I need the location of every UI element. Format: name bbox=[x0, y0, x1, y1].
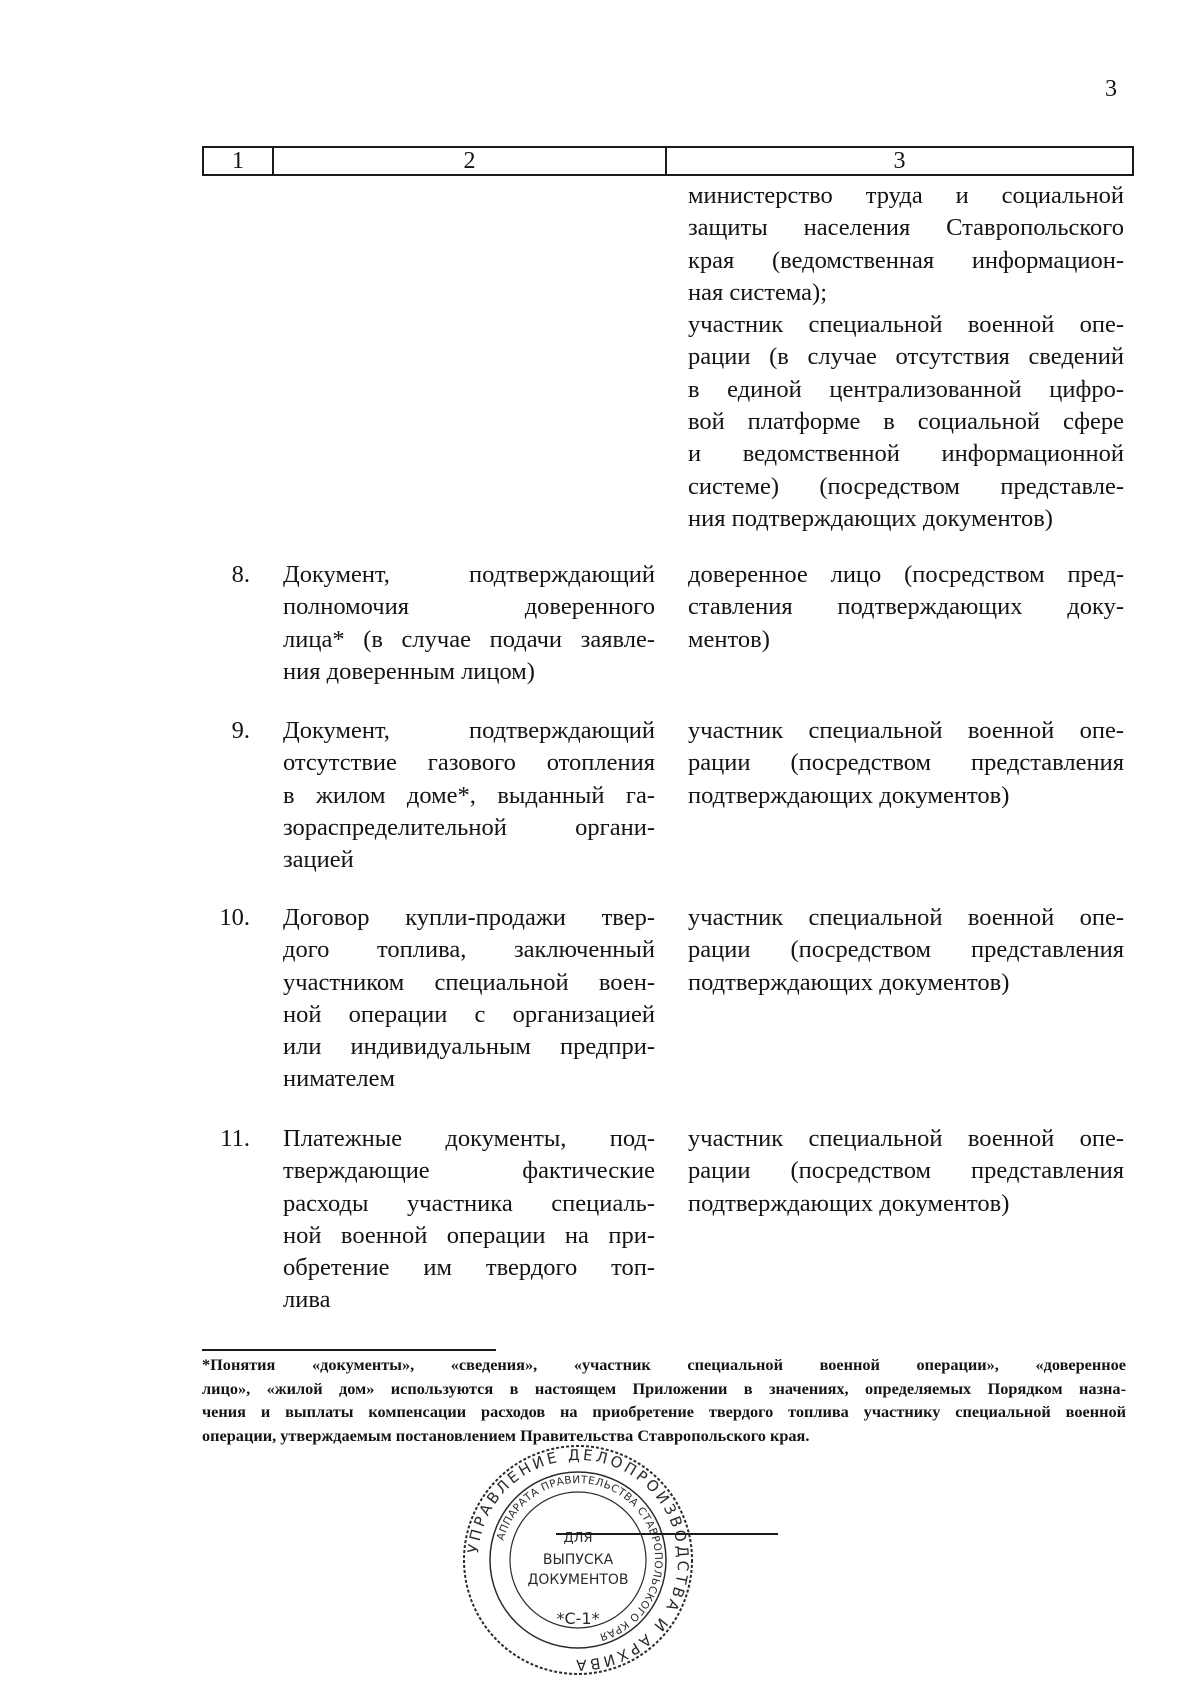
footnote-line: чения и выплаты компенсации расходов на приобретение твердого топлива участнику специальной военной bbox=[202, 1402, 1126, 1421]
row-document-cell bbox=[283, 1123, 655, 1317]
footnote-line: лицо», «жилой дом» используются в настоящем Приложении в значениях, определяемых Порядком назна- bbox=[202, 1378, 1126, 1398]
text-line: защиты населения Ставропольского bbox=[688, 214, 1124, 242]
text-line: доверенное лицо (посредством пред- bbox=[688, 561, 1124, 588]
text-line: ния доверенным лицом) bbox=[283, 657, 535, 685]
table-header-row bbox=[202, 146, 1134, 176]
text-line: рации (посредством представления bbox=[688, 749, 1124, 777]
text-line: подтверждающих документов) bbox=[688, 1189, 1010, 1217]
stamp-center-line-1: ДЛЯ bbox=[563, 1531, 593, 1546]
text-line: ной операции с организацией bbox=[283, 1000, 655, 1028]
row-source-cell bbox=[688, 715, 1124, 812]
text-line: ная система); bbox=[688, 278, 827, 306]
header-col-2: 2 bbox=[274, 148, 667, 174]
text-line: зацией bbox=[283, 846, 354, 874]
text-line: подтверждающих документов) bbox=[688, 781, 1010, 809]
row-document-cell bbox=[283, 902, 655, 1096]
text-line: или индивидуальным предпри- bbox=[283, 1033, 655, 1061]
row-number: 8. bbox=[231, 561, 250, 588]
stamp-inner-text: АППАРАТА ПРАВИТЕЛЬСТВА СТАВРОПОЛЬСКОГО КРАЯ bbox=[494, 1473, 665, 1643]
text-line: и ведомственной информационной bbox=[688, 440, 1124, 468]
text-line: рации (в случае отсутствия сведений bbox=[688, 343, 1124, 371]
text-line: Платежные документы, под- bbox=[283, 1125, 655, 1152]
text-line: участник специальной военной опе- bbox=[688, 311, 1124, 339]
text-line: подтверждающих документов) bbox=[688, 968, 1010, 996]
footnote bbox=[202, 1353, 1126, 1447]
row-document-cell bbox=[283, 715, 655, 876]
text-line: Документ, подтверждающий bbox=[283, 717, 655, 744]
row-source-cell bbox=[688, 902, 1124, 999]
text-line: обретение им твердого топ- bbox=[283, 1254, 655, 1282]
stamp-bottom-mark: *С-1* bbox=[556, 1609, 600, 1628]
text-line: полномочия доверенного bbox=[283, 593, 655, 621]
text-line: края (ведомственная информацион- bbox=[688, 246, 1124, 274]
stamp-center-line-3: ДОКУМЕНТОВ bbox=[527, 1572, 629, 1588]
text-line: тверждающие фактические bbox=[283, 1157, 655, 1185]
row-number: 9. bbox=[231, 717, 250, 744]
text-line: дого топлива, заключенный bbox=[283, 936, 655, 964]
stamp-outer-text: УПРАВЛЕНИЕ ДЕЛОПРОИЗВОДСТВА И АРХИВА bbox=[464, 1445, 693, 1675]
row-number: 10. bbox=[219, 904, 250, 931]
text-line: нимателем bbox=[283, 1065, 395, 1093]
text-line: отсутствие газового отопления bbox=[283, 749, 655, 777]
text-line: системе) (посредством представле- bbox=[688, 472, 1124, 500]
footnote-line: операции, утверждаемым постановлением Правительства Ставропольского края. bbox=[202, 1425, 810, 1445]
text-line: участник специальной военной опе- bbox=[688, 1125, 1124, 1152]
row-number: 11. bbox=[220, 1125, 250, 1152]
text-line: вой платформе в социальной сфере bbox=[688, 408, 1124, 436]
row-document-cell bbox=[283, 559, 655, 688]
text-line: ной военной операции на при- bbox=[283, 1221, 655, 1249]
stamp-center-line-2: ВЫПУСКА bbox=[542, 1552, 614, 1568]
text-line: ния подтверждающих документов) bbox=[688, 504, 1053, 532]
text-line: в единой централизованной цифро- bbox=[688, 375, 1124, 403]
header-col-1: 1 bbox=[204, 148, 274, 174]
text-line: участником специальной воен- bbox=[283, 968, 655, 996]
text-line: лица* (в случае подачи заявле- bbox=[283, 625, 655, 653]
text-line: рации (посредством представления bbox=[688, 936, 1124, 964]
text-line: лива bbox=[283, 1286, 331, 1314]
continuation-source-cell bbox=[688, 180, 1124, 535]
text-line: ментов) bbox=[688, 625, 770, 653]
text-line: рации (посредством представления bbox=[688, 1157, 1124, 1185]
official-stamp bbox=[460, 1442, 696, 1678]
row-source-cell bbox=[688, 559, 1124, 656]
text-line: Договор купли-продажи твер- bbox=[283, 904, 655, 931]
row-source-cell bbox=[688, 1123, 1124, 1220]
text-line: министерство труда и социальной bbox=[688, 182, 1124, 209]
text-line: Документ, подтверждающий bbox=[283, 561, 655, 588]
text-line: участник специальной военной опе- bbox=[688, 904, 1124, 931]
text-line: участник специальной военной опе- bbox=[688, 717, 1124, 744]
text-line: в жилом доме*, выданный га- bbox=[283, 781, 655, 809]
header-col-3: 3 bbox=[893, 148, 906, 174]
text-line: расходы участника специаль- bbox=[283, 1189, 655, 1217]
footnote-line: *Понятия «документы», «сведения», «участник специальной военной операции», «доверенное bbox=[202, 1355, 1126, 1374]
text-line: зораспределительной органи- bbox=[283, 813, 655, 841]
page-number: 3 bbox=[1105, 76, 1117, 102]
text-line: ставления подтверждающих доку- bbox=[688, 593, 1124, 621]
signature-line bbox=[556, 1533, 778, 1535]
footnote-separator bbox=[202, 1349, 496, 1351]
